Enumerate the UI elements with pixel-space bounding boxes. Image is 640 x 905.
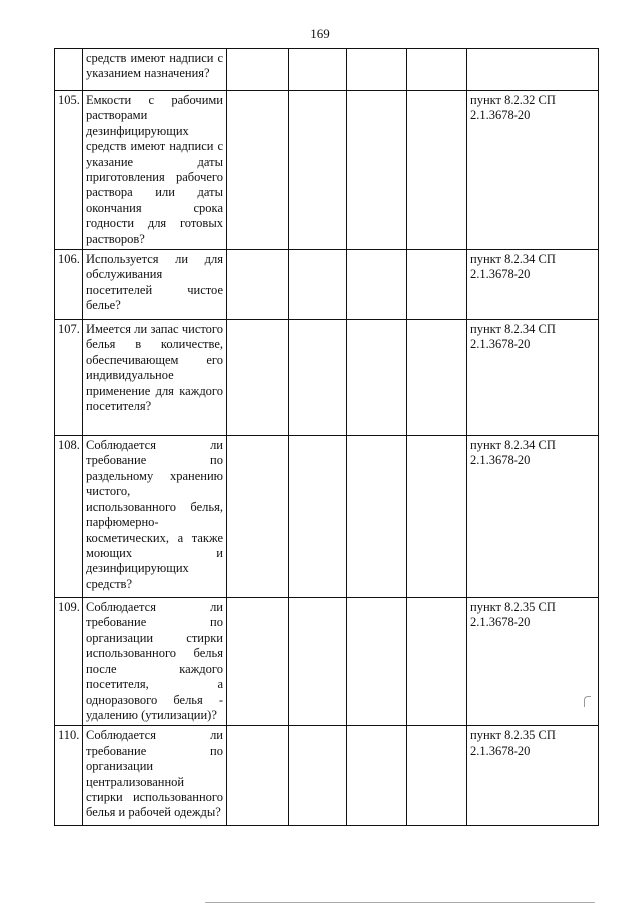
legal-reference: пункт 8.2.34 СП 2.1.3678-20: [467, 320, 599, 436]
requirement-text: средств имеют надписи с указанием назначения?: [83, 49, 227, 91]
answer-cell[interactable]: [227, 250, 289, 320]
answer-cell[interactable]: [347, 250, 407, 320]
row-number: 109.: [55, 598, 83, 726]
requirement-text: Соблюдается ли требование по организации централизованной стирки использованного белья и рабочей одежды?: [83, 726, 227, 826]
answer-cell[interactable]: [227, 436, 289, 598]
answer-cell[interactable]: [227, 320, 289, 436]
table-row: [55, 49, 599, 91]
requirement-text: Используется ли для обслуживания посетителей чистое белье?: [83, 250, 227, 320]
answer-cell[interactable]: [289, 91, 347, 250]
row-number: 106.: [55, 250, 83, 320]
answer-cell[interactable]: [289, 320, 347, 436]
answer-cell[interactable]: [407, 726, 467, 826]
answer-cell[interactable]: [407, 91, 467, 250]
answer-cell[interactable]: [289, 250, 347, 320]
checklist-table: [54, 48, 599, 826]
answer-cell[interactable]: [289, 436, 347, 598]
answer-cell[interactable]: [407, 320, 467, 436]
answer-cell[interactable]: [407, 436, 467, 598]
answer-cell[interactable]: [227, 598, 289, 726]
legal-reference: [467, 49, 599, 91]
answer-cell[interactable]: [347, 598, 407, 726]
row-number: 105.: [55, 91, 83, 250]
page-number: 169: [310, 26, 330, 41]
row-number: [55, 49, 83, 91]
table-row: [55, 726, 599, 826]
answer-cell[interactable]: [289, 726, 347, 826]
page-edge-line: [205, 902, 595, 903]
table-row: [55, 91, 599, 250]
answer-cell[interactable]: [407, 250, 467, 320]
answer-cell[interactable]: [407, 598, 467, 726]
table-row: [55, 250, 599, 320]
table-row: [55, 320, 599, 436]
table-row: [55, 436, 599, 598]
legal-reference: пункт 8.2.34 СП 2.1.3678-20: [467, 250, 599, 320]
legal-reference: пункт 8.2.32 СП 2.1.3678-20: [467, 91, 599, 250]
requirement-text: Соблюдается ли требование по организации стирки использованного белья после каждого посетителя, а одноразового белья - удалению (утилизации)?: [83, 598, 227, 726]
answer-cell[interactable]: [407, 49, 467, 91]
answer-cell[interactable]: [347, 49, 407, 91]
row-number: 110.: [55, 726, 83, 826]
scan-artifact: [584, 696, 591, 707]
answer-cell[interactable]: [347, 436, 407, 598]
legal-reference: пункт 8.2.34 СП 2.1.3678-20: [467, 436, 599, 598]
answer-cell[interactable]: [289, 49, 347, 91]
table-row: [55, 598, 599, 726]
requirement-text: Имеется ли запас чистого белья в количестве, обеспечивающем его индивидуальное применение для каждого посетителя?: [83, 320, 227, 436]
answer-cell[interactable]: [227, 726, 289, 826]
legal-reference: пункт 8.2.35 СП 2.1.3678-20: [467, 726, 599, 826]
answer-cell[interactable]: [347, 320, 407, 436]
answer-cell[interactable]: [347, 726, 407, 826]
answer-cell[interactable]: [289, 598, 347, 726]
answer-cell[interactable]: [227, 49, 289, 91]
legal-reference: пункт 8.2.35 СП 2.1.3678-20: [467, 598, 599, 726]
row-number: 108.: [55, 436, 83, 598]
requirement-text: Соблюдается ли требование по раздельному хранению чистого, использованного белья, парфюмерно-косметических, а также моющих и дезинфицирующих средств?: [83, 436, 227, 598]
row-number: 107.: [55, 320, 83, 436]
answer-cell[interactable]: [347, 91, 407, 250]
requirement-text: Емкости с рабочими растворами дезинфицирующих средств имеют надписи с указание даты приготовления рабочего раствора или даты окончания срока годности для готовых растворов?: [83, 91, 227, 250]
answer-cell[interactable]: [227, 91, 289, 250]
